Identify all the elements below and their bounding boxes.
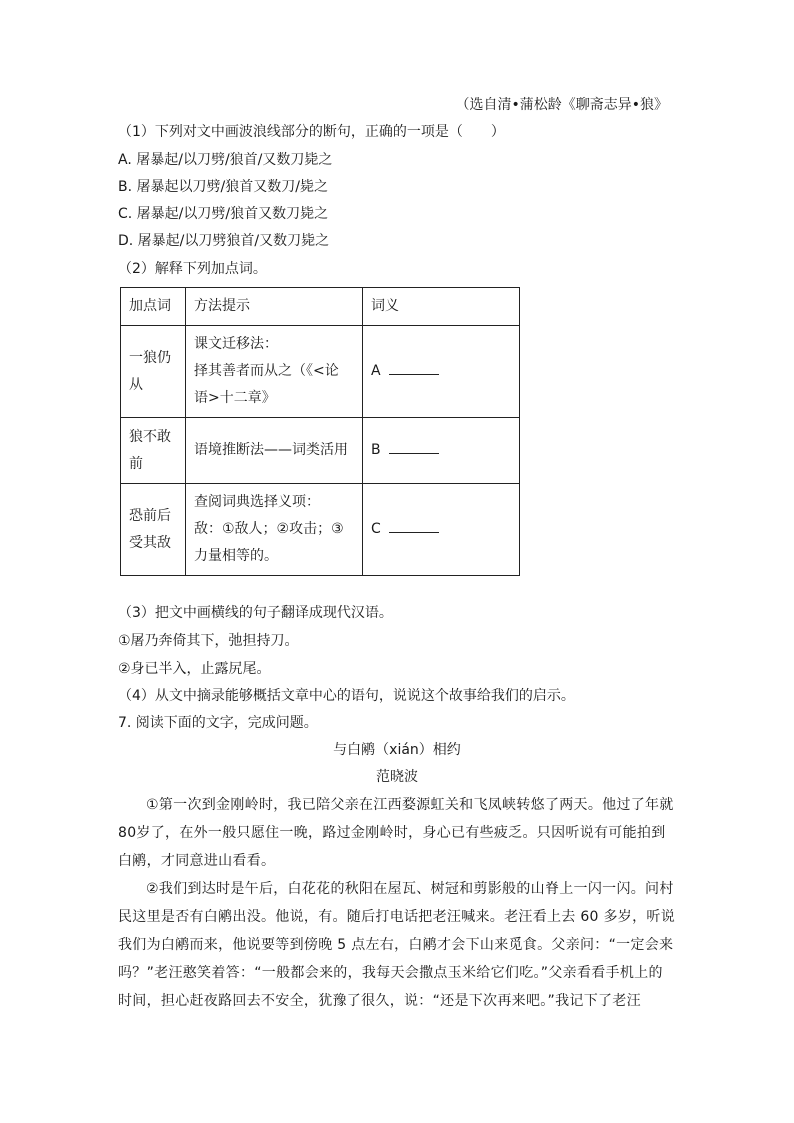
method-line: 课文迁移法： bbox=[194, 336, 278, 352]
method-line: 查阅词典选择义项： bbox=[194, 494, 320, 510]
question-3-stem: （3）把文中画横线的句子翻译成现代汉语。 bbox=[118, 605, 393, 621]
word-line: 前 bbox=[129, 455, 143, 472]
word-line: 一狼仍 bbox=[129, 349, 171, 366]
article-title: 与白鹇（xián）相约 bbox=[333, 742, 461, 758]
method-line: 语>十二章》 bbox=[194, 390, 276, 406]
question-1-option-d: D. 屠暴起/以刀劈狼首/又数刀毙之 bbox=[118, 233, 330, 249]
article-paragraph-2: ②我们到达时是午后，白花花的秋阳在屋瓦、树冠和剪影般的山脊上一闪一闪。问村民这里是否有白鹇出没。他说，有。随后打电话把老汪喊来。老汪看上去 60 多岁，听说我们为白鹇而来，他说要等到傍晚 5 点左右，白鹇才会下山来觅食。父亲问：“一定会来吗？”老汪憨笑着答：“一般都会来的，我每天会撒点玉米给它们吃。”父亲看看手机上的时间，担心赶夜路回去不安全，犹豫了很久，说：“还是下次再来吧。”我记下了老汪 bbox=[118, 881, 676, 1009]
answer-cell bbox=[363, 326, 520, 418]
answer-label: B bbox=[371, 442, 381, 458]
question-1-stem: （1）下列对文中画波浪线部分的断句，正确的一项是（ ） bbox=[118, 124, 505, 140]
question-4-stem: （4）从文中摘录能够概括文章中心的语句，说说这个故事给我们的启示。 bbox=[118, 688, 575, 704]
question-3-item: ②身已半入，止露尻尾。 bbox=[118, 661, 271, 677]
answer-blank[interactable] bbox=[389, 360, 439, 375]
article-paragraph-1: ①第一次到金刚岭时，我已陪父亲在江西婺源虹关和飞凤峡转悠了两天。他过了年就80岁了，在外一般只愿住一晚，路过金刚岭时，身心已有些疲乏。只因听说有可能拍到白鹇，才同意进山看看。 bbox=[118, 797, 674, 869]
method-cell bbox=[186, 326, 363, 418]
answer-cell bbox=[363, 484, 520, 576]
article-author: 范晓波 bbox=[376, 769, 418, 785]
question-1-option-b: B. 屠暴起以刀劈/狼首又数刀/毙之 bbox=[118, 179, 328, 195]
answer-label: A bbox=[371, 363, 381, 379]
method-line: 力量相等的。 bbox=[194, 548, 278, 564]
header-meaning: 词义 bbox=[363, 288, 520, 326]
question-3-item: ①屠乃奔倚其下，弛担持刀。 bbox=[118, 633, 299, 649]
word-line: 受其敌 bbox=[129, 534, 171, 551]
vocabulary-table bbox=[120, 287, 520, 576]
table-header-row bbox=[121, 288, 520, 326]
source-citation: （选自清•蒲松龄《聊斋志异•狼》 bbox=[455, 97, 668, 113]
question-2-stem: （2）解释下列加点词。 bbox=[118, 261, 267, 277]
question-7-stem: 7. 阅读下面的文字，完成问题。 bbox=[118, 715, 318, 731]
method-line: 择其善者而从之（《<论 bbox=[194, 363, 339, 379]
word-cell bbox=[121, 326, 186, 418]
question-1-option-a: A. 屠暴起/以刀劈/狼首/又数刀毙之 bbox=[118, 152, 333, 168]
header-word: 加点词 bbox=[121, 288, 186, 326]
header-method: 方法提示 bbox=[186, 288, 363, 326]
table-row bbox=[121, 326, 520, 418]
method-cell bbox=[186, 418, 363, 484]
answer-label: C bbox=[371, 521, 381, 537]
word-cell bbox=[121, 418, 186, 484]
answer-cell bbox=[363, 418, 520, 484]
table-row bbox=[121, 484, 520, 576]
word-line: 恐前后 bbox=[129, 507, 171, 524]
question-1-option-c: C. 屠暴起/以刀劈/狼首又数刀毙之 bbox=[118, 206, 329, 222]
method-cell bbox=[186, 484, 363, 576]
method-line: 敌：①敌人；②攻击；③ bbox=[194, 521, 344, 537]
method-line: 语境推断法——词类活用 bbox=[194, 442, 348, 458]
answer-blank[interactable] bbox=[389, 518, 439, 533]
word-cell bbox=[121, 484, 186, 576]
table-row bbox=[121, 418, 520, 484]
word-line: 从 bbox=[129, 376, 143, 393]
answer-blank[interactable] bbox=[389, 439, 439, 454]
word-line: 狼不敢 bbox=[129, 428, 171, 445]
